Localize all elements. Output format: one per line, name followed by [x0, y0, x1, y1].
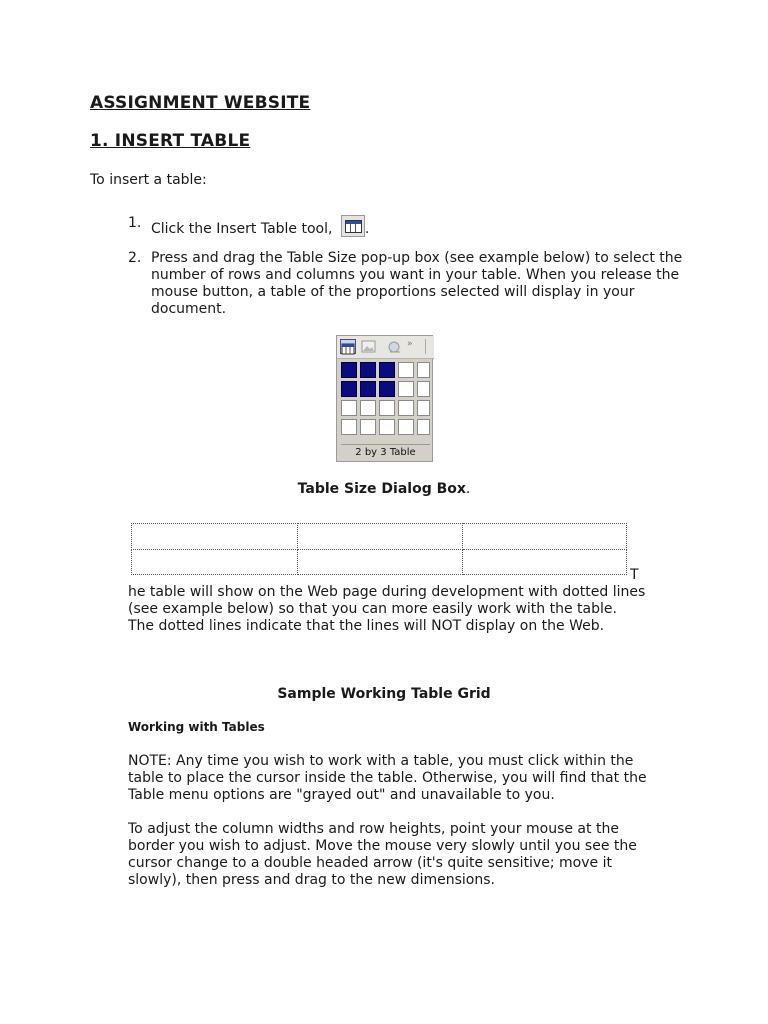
sample-grid-title: Sample Working Table Grid: [277, 686, 491, 702]
dotted-note-line: (see example below) so that you can more easily work with the table.: [128, 601, 617, 617]
table-row: [132, 524, 627, 550]
adjust-line: cursor change to a double headed arrow (it's quite sensitive; move it: [128, 855, 612, 871]
table-size-cell: [379, 381, 395, 397]
note-paragraph: [128, 753, 748, 804]
web-component-icon: [387, 339, 403, 354]
dotted-sample-table: [131, 523, 627, 575]
popup-toolbar: [337, 336, 434, 359]
step-1: [151, 215, 369, 238]
table-cell: [132, 524, 298, 550]
popup-caption: 2 by 3 Table: [341, 444, 430, 460]
table-cell: [462, 549, 626, 575]
step-2-line: Press and drag the Table Size pop-up box (see example below) to select the: [151, 250, 683, 266]
popup-title: [0, 481, 768, 498]
adjust-paragraph: [128, 821, 748, 889]
table-size-cell: [341, 400, 357, 416]
adjust-line: To adjust the column widths and row heights, point your mouse at the: [128, 821, 619, 837]
more-icon: »: [407, 339, 413, 349]
step-2-line: document.: [151, 301, 227, 317]
note-line: Table menu options are "grayed out" and unavailable to you.: [128, 787, 555, 803]
table-size-cell: [360, 381, 376, 397]
toolbar-separator: [425, 339, 434, 354]
table-size-cell: [398, 419, 414, 435]
step-2: [151, 250, 711, 318]
intro-text: To insert a table:: [90, 172, 207, 188]
document-title: ASSIGNMENT WEBSITE: [90, 93, 311, 113]
table-size-cell: [379, 400, 395, 416]
table-size-cell: [398, 400, 414, 416]
table-size-cell: [417, 419, 430, 435]
table-size-cell: [398, 362, 414, 378]
table-cell: [462, 524, 626, 550]
table-size-cell: [341, 419, 357, 435]
adjust-line: border you wish to adjust. Move the mouse very slowly until you see the: [128, 838, 637, 854]
table-size-cell: [360, 419, 376, 435]
working-heading: Working with Tables: [128, 720, 265, 734]
image-icon: [361, 339, 377, 354]
table-size-cell: [379, 419, 395, 435]
step-2-line: mouse button, a table of the proportions selected will display in your: [151, 284, 635, 300]
note-line: NOTE: Any time you wish to work with a table, you must click within the: [128, 753, 634, 769]
step-2-line: number of rows and columns you want in your table. When you release the: [151, 267, 680, 283]
table-size-cell: [417, 400, 430, 416]
table-size-cell: [417, 362, 430, 378]
dotted-note: [128, 584, 728, 635]
table-cell: [132, 549, 298, 575]
table-size-cell: [379, 362, 395, 378]
step-1-text: Click the Insert Table tool,: [151, 221, 333, 237]
table-cell: [298, 549, 462, 575]
dotted-note-line: The dotted lines indicate that the lines will NOT display on the Web.: [128, 618, 605, 634]
stray-letter: T: [630, 567, 639, 583]
table-size-cell: [341, 381, 357, 397]
section-heading: 1. INSERT TABLE: [90, 131, 251, 151]
dotted-note-line: he table will show on the Web page during development with dotted lines: [128, 584, 646, 600]
popup-title-bold: Table Size Dialog Box: [297, 481, 466, 497]
table-size-cell: [360, 400, 376, 416]
step-1-period: .: [364, 221, 370, 237]
step-1-number: 1.: [128, 215, 142, 231]
note-line: table to place the cursor inside the table. Otherwise, you will find that the: [128, 770, 647, 786]
table-size-cell: [341, 362, 357, 378]
table-row: [132, 549, 627, 575]
table-size-cell: [360, 362, 376, 378]
table-size-cell: [398, 381, 414, 397]
popup-title-suffix: .: [465, 481, 471, 497]
table-cell: [298, 524, 462, 550]
insert-table-icon: [341, 215, 365, 237]
table-size-popup: [336, 335, 433, 462]
table-size-cell: [417, 381, 430, 397]
adjust-line: slowly), then press and drag to the new dimensions.: [128, 872, 495, 888]
step-2-number: 2.: [128, 250, 142, 266]
insert-table-icon: [340, 339, 356, 354]
